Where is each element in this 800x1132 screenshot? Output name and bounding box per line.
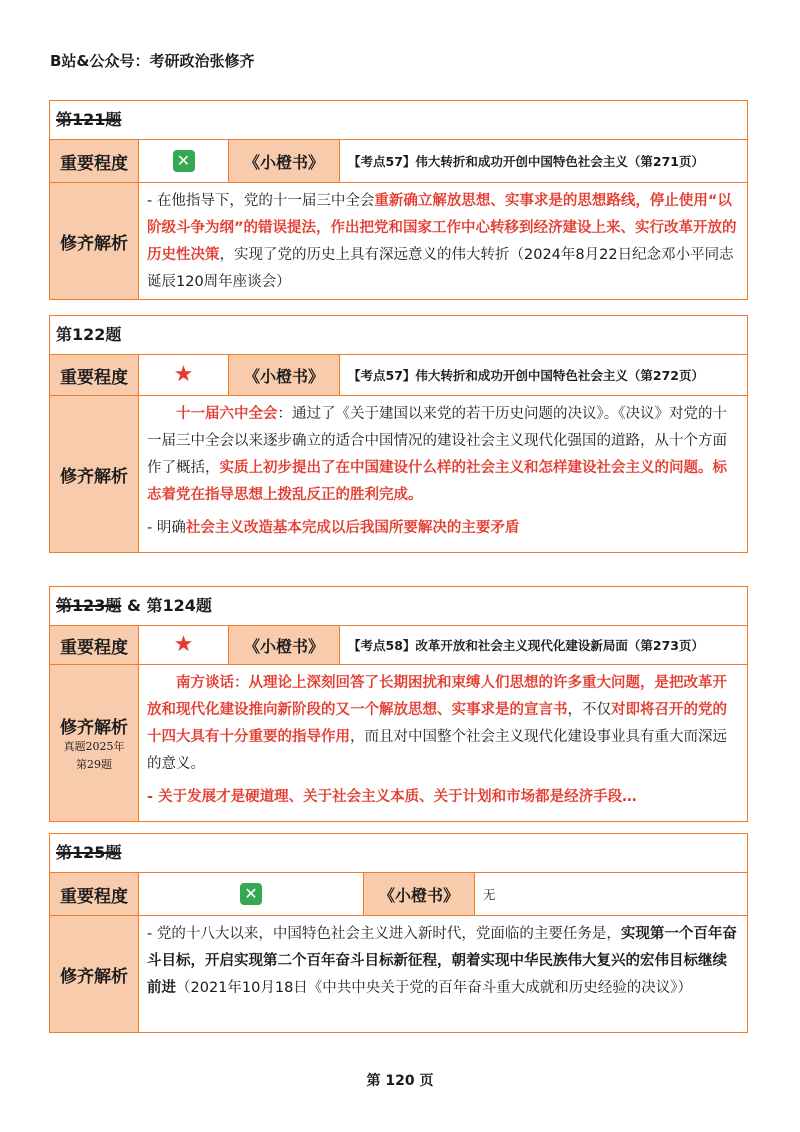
- analysis-label: 修齐解析: [50, 183, 139, 299]
- importance-label: 重要程度: [50, 140, 139, 182]
- importance-mark: [139, 626, 229, 664]
- question-title: 第123题 & 第124题: [50, 587, 747, 626]
- analysis-row: [50, 665, 747, 821]
- importance-label: 重要程度: [50, 873, 139, 915]
- analysis-bullet: - 明确社会主义改造基本完成以后我国所要解决的主要矛盾: [147, 520, 520, 536]
- importance-label: 重要程度: [50, 355, 139, 395]
- star-icon: ★: [173, 632, 194, 657]
- importance-mark: [139, 140, 229, 182]
- question-title: 第121题: [50, 101, 747, 140]
- cross-icon: ✕: [173, 150, 195, 172]
- question-title: 第125题: [50, 834, 747, 873]
- question-123-124-block: [49, 586, 748, 822]
- question-title: 第122题: [50, 316, 747, 355]
- analysis-bullet: - 关于发展才是硬道理、关于社会主义本质、关于计划和市场都是经济手段…: [147, 789, 637, 805]
- exam-year-note: 真题2025年: [63, 739, 125, 753]
- analysis-row: [50, 183, 747, 299]
- analysis-content: - 党的十八大以来，中国特色社会主义进入新时代，党面临的主要任务是，实现第一个百年奋斗目标，开启实现第二个百年奋斗目标新征程，朝着实现中华民族伟大复兴的宏伟目标继续前进（2021年10月18日《中共中央关于党的百年奋斗重大成就和历史经验的决议》）: [147, 926, 737, 996]
- question-121-block: [49, 100, 748, 300]
- analysis-content: [139, 665, 747, 821]
- analysis-paragraph: 十一届六中全会：通过了《关于建国以来党的若干历史问题的决议》。《决议》对党的十一届三中全会以来逐步确立的适合中国情况的建设社会主义现代化强国的道路，从十个方面作了概括，实质上初步提出了在中国建设什么样的社会主义和怎样建设社会主义的问题。标志着党在指导思想上拨乱反正的胜利完成。: [147, 406, 727, 503]
- book-label: 《小橙书》: [229, 140, 340, 182]
- book-label: 《小橙书》: [364, 873, 475, 915]
- importance-row: [50, 873, 747, 916]
- keypoint-text: 【考点58】改革开放和社会主义现代化建设新局面（第273页）: [348, 638, 704, 653]
- question-122-block: [49, 315, 748, 553]
- importance-row: [50, 140, 747, 183]
- exam-question-note: 第29题: [76, 757, 112, 771]
- importance-label: 重要程度: [50, 626, 139, 664]
- book-label: 《小橙书》: [229, 355, 340, 395]
- star-icon: ★: [173, 362, 194, 387]
- importance-row: [50, 626, 747, 665]
- importance-mark: [139, 355, 229, 395]
- importance-row: [50, 355, 747, 396]
- analysis-label: 修齐解析 真题2025年 第29题: [50, 665, 139, 821]
- book-label: 《小橙书》: [229, 626, 340, 664]
- analysis-content: [139, 396, 747, 552]
- page-number: 第 120 页: [366, 1073, 434, 1089]
- analysis-content: - 在他指导下，党的十一届三中全会重新确立解放思想、实事求是的思想路线，停止使用“以阶级斗争为纲”的错误提法，作出把党和国家工作中心转移到经济建设上来、实行改革开放的历史性决策，实现了党的历史上具有深远意义的伟大转折（2024年8月22日纪念邓小平同志诞辰120周年座谈会）: [147, 193, 737, 290]
- analysis-row: [50, 916, 747, 1032]
- keypoint-text: 无: [483, 887, 496, 902]
- keypoint-text: 【考点57】伟大转折和成功开创中国特色社会主义（第272页）: [348, 368, 704, 383]
- question-125-block: [49, 833, 748, 1033]
- keypoint-text: 【考点57】伟大转折和成功开创中国特色社会主义（第271页）: [348, 154, 704, 169]
- cross-icon: ✕: [240, 883, 262, 905]
- page-header: B站&公众号：考研政治张修齐: [50, 52, 255, 70]
- analysis-label: 修齐解析: [50, 916, 139, 1032]
- analysis-label: 修齐解析: [50, 396, 139, 552]
- importance-mark: [139, 873, 364, 915]
- analysis-paragraph: 南方谈话：从理论上深刻回答了长期困扰和束缚人们思想的许多重大问题，是把改革开放和现代化建设推向新阶段的又一个解放思想、实事求是的宣言书，不仅对即将召开的党的十四大具有十分重要的指导作用，而且对中国整个社会主义现代化建设事业具有重大而深远的意义。: [147, 675, 727, 772]
- analysis-row: [50, 396, 747, 552]
